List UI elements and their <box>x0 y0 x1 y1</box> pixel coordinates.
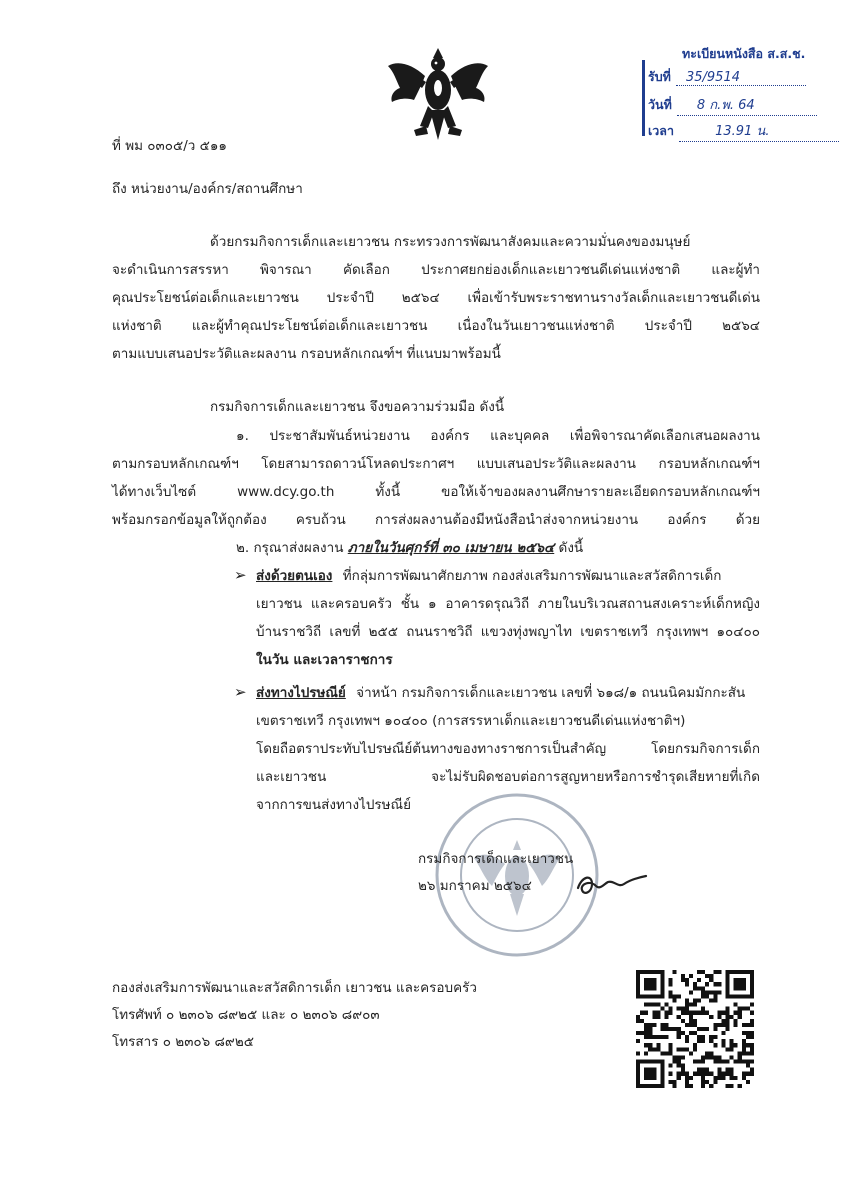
item-1-line: ตามกรอบหลักเกณฑ์ฯ โดยสามารถดาวน์โหลดประกาศฯ แบบเสนอประวัติและผลงาน กรอบหลักเกณฑ์ฯ <box>112 456 760 472</box>
registration-time: 13.91 น. <box>679 120 839 142</box>
footer-phone: โทรศัพท์ ๐ ๒๓๐๖ ๘๙๒๕ และ ๐ ๒๓๐๖ ๘๙๐๓ <box>112 1007 380 1023</box>
registration-date: 8 ก.พ. 64 <box>677 94 817 116</box>
request-intro: กรมกิจการเด็กและเยาวชน จึงขอความร่วมมือ ดังนี้ <box>210 399 505 415</box>
item-2-suffix: ดังนี้ <box>558 540 584 556</box>
registration-received-label: รับที่ <box>648 69 671 84</box>
bullet-2-heading: ส่งทางไปรษณีย์ <box>256 685 346 701</box>
qr-code-icon <box>636 970 754 1088</box>
reference-number: ที่ พม ๐๓๐๕/ว ๕๑๑ <box>112 138 227 154</box>
garuda-emblem-icon <box>384 46 492 142</box>
registration-time-row <box>648 120 839 142</box>
signature-organization: กรมกิจการเด็กและเยาวชน <box>418 851 574 867</box>
bullet-2-line: จากการขนส่งทางไปรษณีย์ <box>256 797 411 813</box>
bullet-2-text: จ่าหน้า กรมกิจการเด็กและเยาวชน เลขที่ ๖๑๘/๑ ถนนนิคมมักกะสัน <box>356 685 746 701</box>
registration-received-row <box>648 66 806 87</box>
registration-title: ทะเบียนหนังสือ ส.ส.ช. <box>682 46 806 61</box>
registration-date-label: วันที่ <box>648 97 672 112</box>
paragraph-line: แห่งชาติ และผู้ทำคุณประโยชน์ต่อเด็กและเยาวชน เนื่องในวันเยาวชนแห่งชาติ ประจำปี ๒๕๖๔ <box>112 318 760 334</box>
stamp-border <box>642 60 645 136</box>
arrow-bullet-icon: ➢ <box>234 566 247 584</box>
bullet-1-text: ที่กลุ่มการพัฒนาศักยภาพ กองส่งเสริมการพัฒนาและสวัสดิการเด็ก <box>342 568 722 584</box>
registration-date-row <box>648 94 817 116</box>
item-2-line <box>236 542 583 556</box>
bullet-1-heading: ส่งด้วยตนเอง <box>256 568 333 584</box>
paragraph-line: จะดำเนินการสรรหา พิจารณา คัดเลือก ประกาศยกย่องเด็กและเยาวชนดีเด่นแห่งชาติ และผู้ทำ <box>112 262 760 278</box>
bullet-2-line: และเยาวชน จะไม่รับผิดชอบต่อการสูญหายหรือการชำรุดเสียหายที่เกิด <box>256 769 760 785</box>
item-1-line: พร้อมกรอกข้อมูลให้ถูกต้อง ครบถ้วน การส่งผลงานต้องมีหนังสือนำส่งจากหน่วยงาน องค์กร ด้วย <box>112 512 760 528</box>
item-2-deadline: ภายในวันศุกร์ที่ ๓๐ เมษายน ๒๕๖๔ <box>347 540 555 556</box>
bullet-2-line: โดยถือตราประทับไปรษณีย์ต้นทางของทางราชการเป็นสำคัญ โดยกรมกิจการเด็ก <box>256 741 760 757</box>
paragraph-line: คุณประโยชน์ต่อเด็กและเยาวชน ประจำปี ๒๕๖๔ เพื่อเข้ารับพระราชทานรางวัลเด็กและเยาวชนดีเด่น <box>112 290 760 306</box>
bullet-1-line: ในวัน และเวลาราชการ <box>256 652 393 668</box>
paragraph-line: ด้วยกรมกิจการเด็กและเยาวชน กระทรวงการพัฒนาสังคมและความมั่นคงของมนุษย์ <box>210 234 691 250</box>
footer-fax: โทรสาร ๐ ๒๓๐๖ ๘๙๒๕ <box>112 1034 254 1050</box>
bullet-1-first-line <box>256 570 721 584</box>
signature-date: ๒๖ มกราคม ๒๕๖๔ <box>418 878 532 894</box>
bullet-1-line: บ้านราชวิถี เลขที่ ๒๕๕ ถนนราชวิถี แขวงทุ่งพญาไท เขตราชเทวี กรุงเทพฯ ๑๐๔๐๐ <box>256 624 760 640</box>
item-1-line: ได้ทางเว็บไซต์ www.dcy.go.th ทั้งนี้ ขอให้เจ้าของผลงานศึกษารายละเอียดกรอบหลักเกณฑ์ฯ <box>112 484 760 500</box>
item-1-line: ๑. ประชาสัมพันธ์หน่วยงาน องค์กร และบุคคล เพื่อพิจารณาคัดเลือกเสนอผลงาน <box>236 428 760 444</box>
handwritten-signature-icon <box>570 866 650 900</box>
bullet-1-line: เยาวชน และครอบครัว ชั้น ๑ อาคารดรุณวิถี ภายในบริเวณสถานสงเคราะห์เด็กหญิง <box>256 596 760 612</box>
item-2-prefix: ๒. กรุณาส่งผลงาน <box>236 540 344 556</box>
registration-time-label: เวลา <box>648 123 674 138</box>
registration-received-no: 35/9514 <box>676 70 806 86</box>
footer-division: กองส่งเสริมการพัฒนาและสวัสดิการเด็ก เยาวชน และครอบครัว <box>112 980 477 996</box>
addressee: ถึง หน่วยงาน/องค์กร/สถานศึกษา <box>112 181 303 197</box>
arrow-bullet-icon: ➢ <box>234 683 247 701</box>
paragraph-line: ตามแบบเสนอประวัติและผลงาน กรอบหลักเกณฑ์ฯ ที่แนบมาพร้อมนี้ <box>112 346 501 362</box>
bullet-2-line: เขตราชเทวี กรุงเทพฯ ๑๐๔๐๐ (การสรรหาเด็กและเยาวชนดีเด่นแห่งชาติฯ) <box>256 713 686 729</box>
bullet-2-first-line <box>256 687 745 701</box>
